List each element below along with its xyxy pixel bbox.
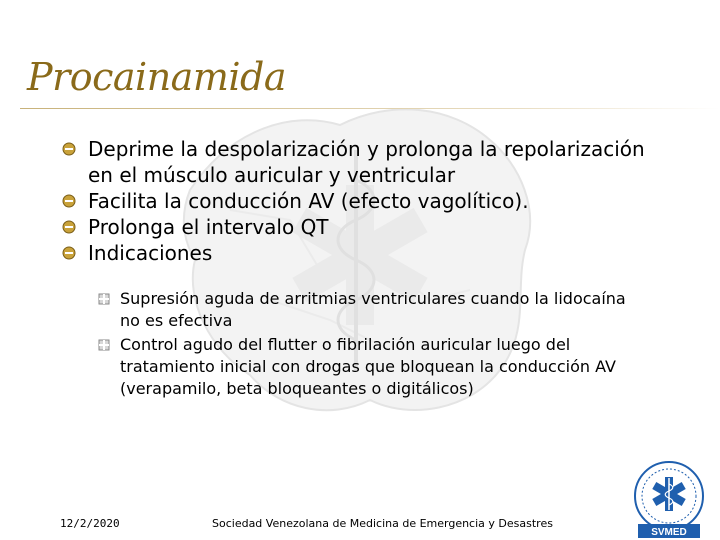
title-divider bbox=[20, 108, 720, 109]
ring-bullet-icon bbox=[62, 142, 76, 156]
svmed-logo bbox=[628, 458, 710, 540]
bullet-item bbox=[62, 136, 662, 188]
square-cross-bullet-icon bbox=[98, 339, 110, 351]
bullet-text: Prolonga el intervalo QT bbox=[88, 215, 329, 239]
footer-organization: Sociedad Venezolana de Medicina de Emergencia y Desastres bbox=[212, 517, 553, 530]
slide-title: Procainamida bbox=[27, 55, 286, 99]
footer-date: 12/2/2020 bbox=[60, 517, 120, 530]
sub-bullet-text: Supresión aguda de arritmias ventriculares cuando la lidocaína no es efectiva bbox=[120, 289, 626, 330]
ring-bullet-icon bbox=[62, 194, 76, 208]
sub-bullet-item bbox=[98, 334, 638, 400]
bullet-text: Deprime la despolarización y prolonga la repolarización en el músculo auricular y ventricular bbox=[88, 137, 645, 187]
square-cross-bullet-icon bbox=[98, 293, 110, 305]
bullet-item bbox=[62, 240, 662, 266]
bullet-item bbox=[62, 188, 662, 214]
sub-bullet-text: Control agudo del flutter o fibrilación auricular luego del tratamiento inicial con drogas que bloquean la conducción AV (verapamilo, beta bloqueantes o digitálicos) bbox=[120, 335, 616, 398]
sub-bullet-item bbox=[98, 288, 638, 332]
logo-text: SVMED bbox=[651, 527, 687, 538]
bullet-list bbox=[62, 136, 662, 266]
ring-bullet-icon bbox=[62, 220, 76, 234]
bullet-text: Facilita la conducción AV (efecto vagolítico). bbox=[88, 189, 529, 213]
ring-bullet-icon bbox=[62, 246, 76, 260]
sub-bullet-list bbox=[98, 288, 638, 402]
bullet-item bbox=[62, 214, 662, 240]
bullet-text: Indicaciones bbox=[88, 241, 213, 265]
